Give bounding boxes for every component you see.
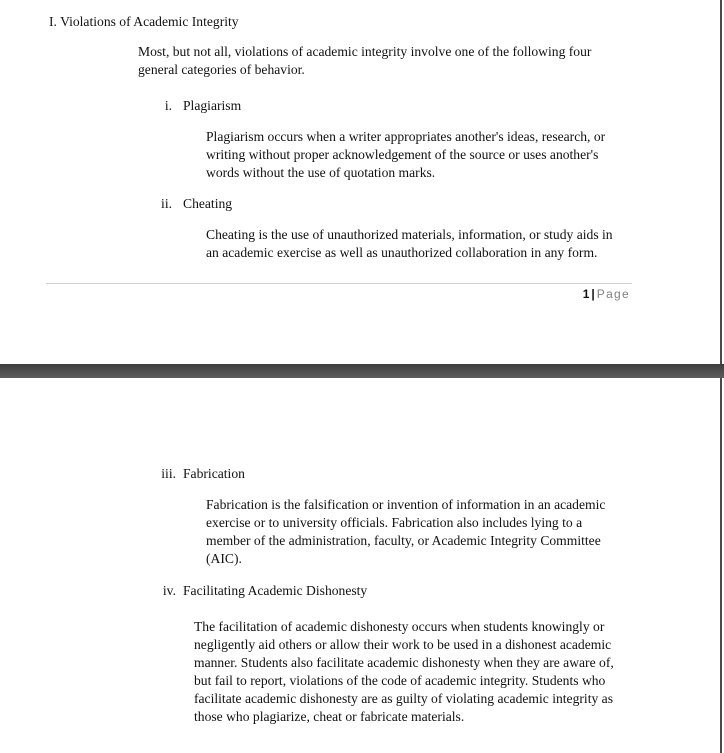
footer-divider bbox=[46, 283, 632, 284]
page-footer bbox=[530, 286, 630, 302]
page-number: 1 bbox=[582, 287, 590, 301]
footer-separator: | bbox=[591, 287, 595, 301]
document-page-2 bbox=[0, 378, 722, 753]
item-title-fabrication: Fabrication bbox=[183, 466, 245, 481]
document-page-1 bbox=[0, 0, 722, 364]
item-numeral-i: i. bbox=[164, 98, 172, 113]
page-separator bbox=[0, 364, 724, 378]
item-title-plagiarism: Plagiarism bbox=[183, 98, 242, 113]
item-numeral-iv: iv. bbox=[162, 583, 176, 598]
page-label: Page bbox=[596, 287, 630, 301]
item-title-facilitating: Facilitating Academic Dishonesty bbox=[183, 583, 368, 598]
item-body-plagiarism: Plagiarism occurs when a writer appropriates another's ideas, research, or writing without proper acknowledgement of the source or uses another's words without the use of quotation marks. bbox=[206, 129, 606, 180]
item-body-facilitating: The facilitation of academic dishonesty occurs when students knowingly or negligently aid others or allow their work to be used in a dishonest academic manner. Students also facilitate academic dishonesty when they are aware of, but fail to report, violations of the code of academic integrity. Students who facilitate academic dishonesty are as guilty of violating academic integrity as those who plagiarize, cheat or fabricate materials. bbox=[194, 619, 614, 724]
item-numeral-iii: iii. bbox=[161, 466, 176, 481]
intro-paragraph: Most, but not all, violations of academic integrity involve one of the following four general categories of behavior. bbox=[138, 44, 592, 77]
item-title-cheating: Cheating bbox=[183, 196, 233, 211]
item-body-fabrication: Fabrication is the falsification or invention of information in an academic exercise or to university officials. Fabrication also includes lying to a member of the administration, faculty, or Academic Integrity Committee (AIC). bbox=[206, 497, 606, 566]
item-numeral-ii: ii. bbox=[161, 196, 172, 211]
section-heading: I. Violations of Academic Integrity bbox=[49, 14, 239, 29]
item-body-cheating: Cheating is the use of unauthorized materials, information, or study aids in an academic exercise as well as unauthorized collaboration in any form. bbox=[206, 227, 613, 260]
